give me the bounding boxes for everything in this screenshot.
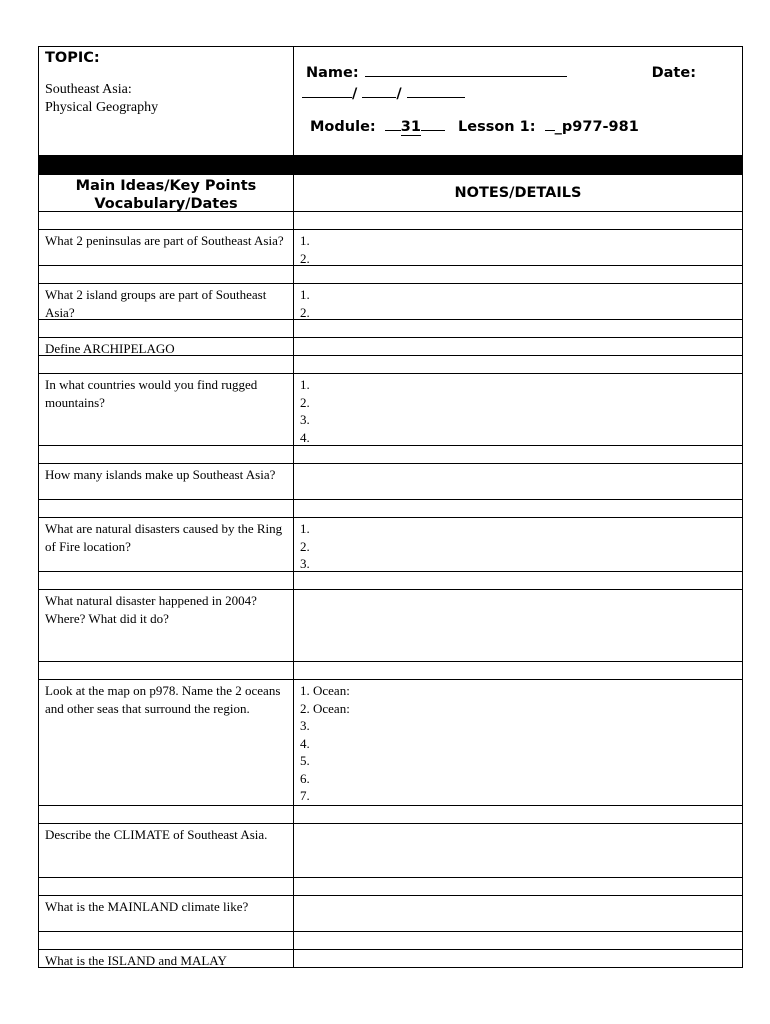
spacer-cell (294, 878, 742, 895)
answer-number: 3. (300, 718, 310, 733)
date-year-blank[interactable] (407, 84, 465, 98)
answer-number: 1. (300, 287, 310, 302)
spacer-row (38, 806, 743, 824)
spacer-cell (294, 806, 742, 823)
question-row (38, 824, 743, 878)
spacer-row (38, 500, 743, 518)
answer-number: 5. (300, 753, 310, 768)
answer-cell[interactable] (294, 464, 742, 499)
spacer-row (38, 932, 743, 950)
answer-number: 1. Ocean: (300, 683, 350, 698)
date-month-blank[interactable] (302, 84, 352, 98)
answer-number: 2. (300, 250, 310, 266)
question-row (38, 284, 743, 320)
answer-number: 1. (300, 377, 310, 392)
question-row (38, 374, 743, 446)
name-field[interactable] (365, 63, 567, 77)
spacer-row (38, 320, 743, 338)
spacer-cell (294, 932, 742, 949)
question-text: Look at the map on p978. Name the 2 oceans and other seas that surround the region. (39, 680, 294, 805)
lesson-value: _p977-981 (554, 119, 639, 135)
notes-worksheet (38, 46, 743, 968)
answer-cell[interactable] (294, 950, 742, 967)
question-row (38, 896, 743, 932)
spacer-cell (39, 878, 294, 895)
spacer-row (38, 446, 743, 464)
spacer-row (38, 356, 743, 374)
answer-number: 4. (300, 429, 310, 445)
student-info-cell (294, 47, 742, 155)
spacer-cell (294, 356, 742, 373)
answer-number: 1. (300, 233, 310, 248)
question-text: Define ARCHIPELAGO (39, 338, 294, 355)
answer-number: 3. (300, 412, 310, 427)
spacer-cell (39, 662, 294, 679)
spacer-cell (39, 806, 294, 823)
question-text: Describe the CLIMATE of Southeast Asia. (39, 824, 294, 877)
answer-number: 6. (300, 770, 310, 786)
answer-number: 1. (300, 521, 310, 536)
module-value: 31 (400, 119, 421, 135)
topic-cell (39, 47, 294, 155)
spacer-cell (39, 356, 294, 373)
answer-cell[interactable] (294, 518, 742, 571)
answer-number: 3. (300, 556, 310, 571)
left-header-line-1: Main Ideas/Key Points (75, 178, 257, 194)
question-row (38, 464, 743, 500)
column-header-row (38, 175, 743, 212)
header-row (38, 46, 743, 156)
question-rows (38, 212, 743, 968)
spacer-row (38, 572, 743, 590)
topic-line-1: Southeast Asia: (45, 82, 132, 97)
question-row (38, 950, 743, 968)
lesson-label: Lesson 1: (458, 119, 536, 135)
spacer-cell (39, 266, 294, 283)
left-header-line-2: Vocabulary/Dates (94, 196, 238, 212)
spacer-cell (294, 320, 742, 337)
spacer-row (38, 266, 743, 284)
topic-line-2: Physical Geography (45, 100, 159, 115)
question-text: What is the MAINLAND climate like? (39, 896, 294, 931)
date-slash-1: / (352, 86, 358, 102)
black-divider-bar (38, 156, 743, 175)
question-text: What are natural disasters caused by the Ring of Fire location? (39, 518, 294, 571)
module-label: Module: (310, 119, 376, 135)
question-row (38, 230, 743, 266)
answer-number: 2. (300, 538, 310, 554)
spacer-row (38, 212, 743, 230)
answer-number: 7. (300, 788, 310, 803)
name-label: Name: (306, 65, 359, 81)
spacer-cell (294, 500, 742, 517)
answer-cell[interactable] (294, 374, 742, 445)
spacer-cell (294, 572, 742, 589)
answer-cell[interactable] (294, 230, 742, 265)
question-text: What is the ISLAND and MALAY (39, 950, 294, 967)
topic-label: TOPIC: (45, 50, 100, 66)
date-field[interactable] (302, 84, 734, 105)
question-text: What natural disaster happened in 2004? Where? What did it do? (39, 590, 294, 661)
question-row (38, 680, 743, 806)
spacer-cell (294, 446, 742, 463)
spacer-cell (294, 212, 742, 229)
answer-cell[interactable] (294, 896, 742, 931)
answer-cell[interactable] (294, 338, 742, 355)
answer-number: 2. (300, 394, 310, 410)
spacer-cell (39, 932, 294, 949)
date-day-blank[interactable] (362, 84, 396, 98)
spacer-row (38, 662, 743, 680)
spacer-cell (39, 446, 294, 463)
question-row (38, 590, 743, 662)
answer-number: 4. (300, 735, 310, 751)
right-column-header: NOTES/DETAILS (454, 185, 582, 201)
answer-number: 2. Ocean: (300, 700, 350, 716)
answer-number: 2. (300, 304, 310, 320)
answer-cell[interactable] (294, 824, 742, 877)
question-text: In what countries would you find rugged mountains? (39, 374, 294, 445)
date-label: Date: (651, 65, 696, 81)
date-slash-2: / (396, 86, 402, 102)
answer-cell[interactable] (294, 590, 742, 661)
spacer-cell (39, 320, 294, 337)
spacer-cell (39, 500, 294, 517)
answer-cell[interactable] (294, 284, 742, 319)
left-column-header (39, 175, 294, 211)
spacer-cell (39, 212, 294, 229)
spacer-cell (294, 662, 742, 679)
question-row (38, 518, 743, 572)
answer-cell[interactable] (294, 680, 742, 805)
question-text: What 2 peninsulas are part of Southeast Asia? (39, 230, 294, 265)
question-text: How many islands make up Southeast Asia? (39, 464, 294, 499)
question-text: What 2 island groups are part of Southeast Asia? (39, 284, 294, 319)
spacer-cell (294, 266, 742, 283)
spacer-cell (39, 572, 294, 589)
spacer-row (38, 878, 743, 896)
question-row (38, 338, 743, 356)
